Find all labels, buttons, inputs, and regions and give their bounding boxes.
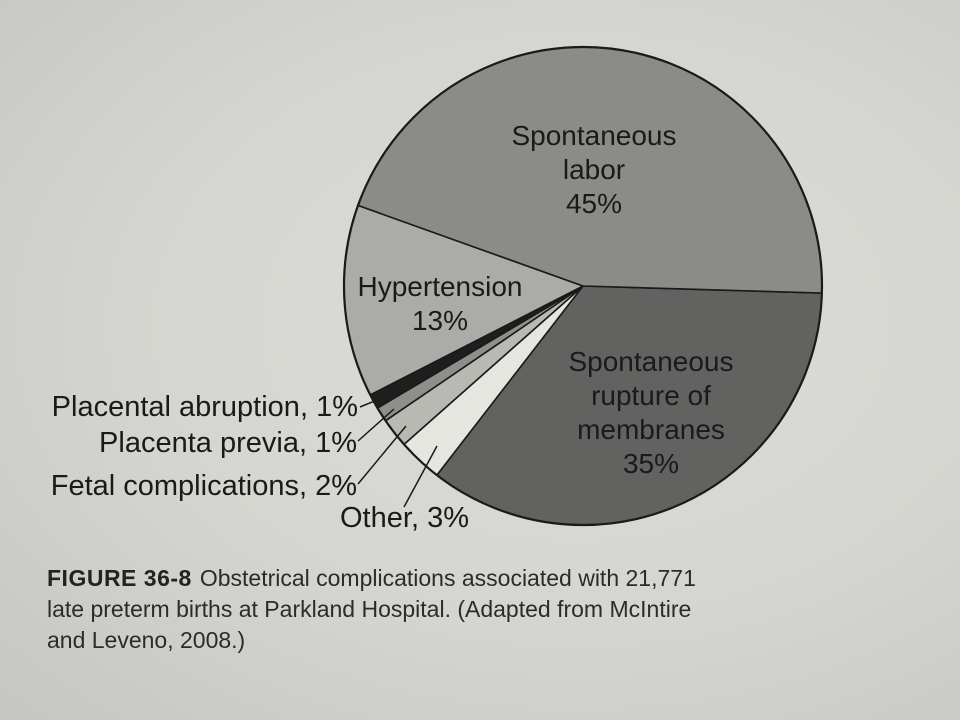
slice-label-spontaneous-labor (494, 119, 694, 221)
slice-name: Spontaneous labor (511, 120, 677, 185)
slice-percent: 13% (411, 305, 469, 336)
slice-name: Other , (340, 502, 427, 534)
slice-label-placental-abruption (10, 390, 358, 424)
slice-label-other (340, 501, 469, 535)
slice-label-spontaneous-rupture-of-membranes (556, 345, 746, 481)
slice-percent: 1% (315, 427, 357, 459)
slice-name: Placental abruption , (52, 391, 316, 423)
figure-number: FIGURE 36-8 (47, 565, 192, 591)
slice-label-hypertension (330, 270, 550, 338)
slice-name: Placenta previa , (99, 427, 315, 459)
slice-percent: 35% (622, 448, 680, 479)
caption-line-1 (47, 563, 696, 594)
caption-text-1: Obstetrical complications associated with 21,771 (199, 565, 696, 591)
caption-line-2: late preterm births at Parkland Hospital. (Adapted from McIntire (47, 596, 692, 622)
figure-caption (47, 563, 696, 656)
slice-name: Spontaneous rupture of membranes (568, 346, 734, 445)
slice-percent: 2% (315, 470, 357, 502)
slice-percent: 1% (316, 391, 358, 423)
slice-name: Hypertension (357, 271, 523, 302)
slice-label-fetal-complications (10, 469, 357, 503)
slice-percent: 45% (565, 188, 623, 219)
slice-label-placenta-previa (10, 426, 357, 460)
caption-line-3: and Leveno, 2008.) (47, 627, 246, 653)
slice-name: Fetal complications , (51, 470, 315, 502)
slice-percent: 3% (427, 502, 469, 534)
